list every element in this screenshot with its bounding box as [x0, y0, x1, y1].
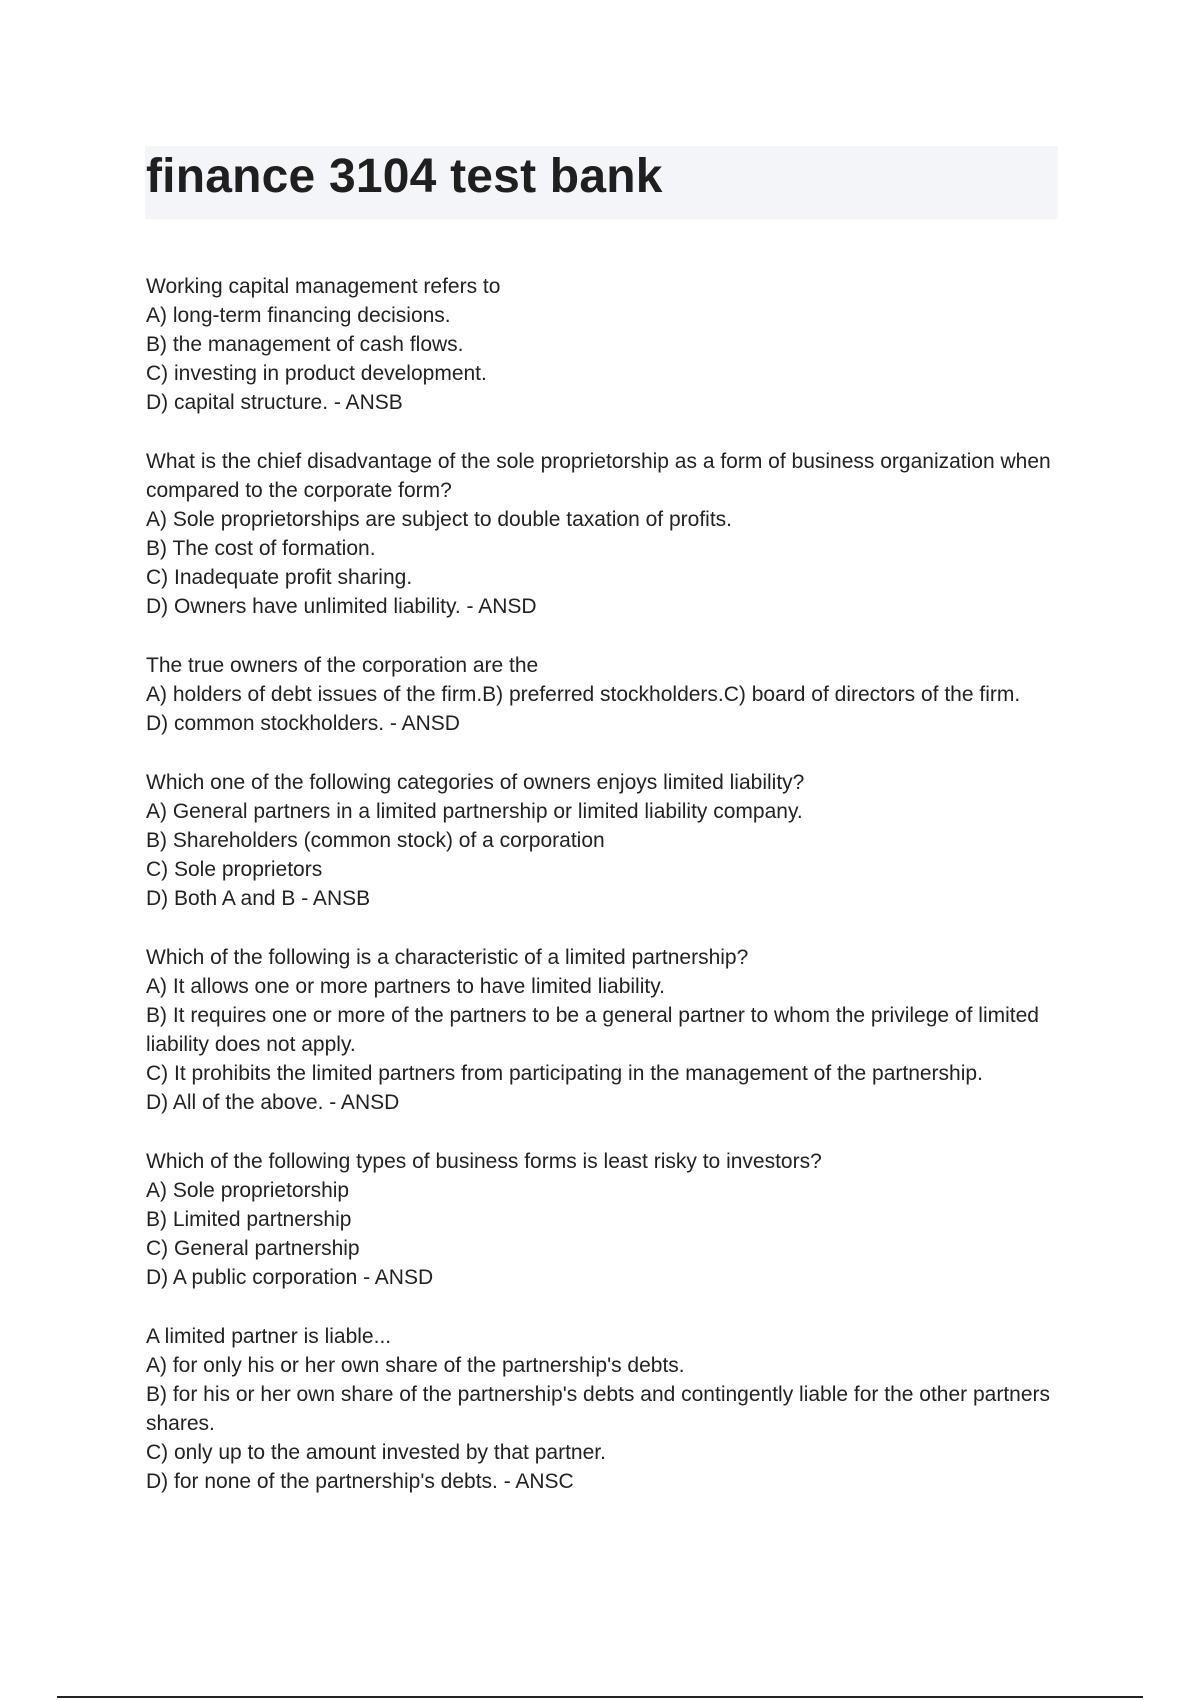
question-block [146, 272, 1066, 417]
question-text: Working capital management refers to [146, 275, 501, 298]
answer-option: A) General partners in a limited partnership or limited liability company. [146, 800, 803, 823]
question-text: The true owners of the corporation are the [146, 654, 539, 677]
answer-option-with-key: D) capital structure. - ANSB [146, 391, 403, 414]
question-block [146, 447, 1066, 621]
question-text: A limited partner is liable... [146, 1325, 392, 1348]
answer-option: C) Inadequate profit sharing. [146, 566, 413, 589]
answer-option-with-key: D) for none of the partnership's debts. - ANSC [146, 1470, 574, 1493]
answer-option-with-key: D) A public corporation - ANSD [146, 1266, 434, 1289]
question-list [146, 272, 1066, 1526]
answer-option: B) The cost of formation. [146, 537, 376, 560]
answer-option: A) holders of debt issues of the firm.B) preferred stockholders.C) board of directors of the firm. [146, 683, 1021, 706]
question-block [146, 651, 1066, 738]
answer-option: B) Limited partnership [146, 1208, 352, 1231]
answer-option-with-key: D) Owners have unlimited liability. - ANSD [146, 595, 537, 618]
question-text: Which of the following is a characteristic of a limited partnership? [146, 946, 749, 969]
answer-option-with-key: D) Both A and B - ANSB [146, 887, 371, 910]
question-text: Which one of the following categories of owners enjoys limited liability? [146, 771, 805, 794]
question-text: What is the chief disadvantage of the sole proprietorship as a form of business organization when compared to the corporate form? [146, 450, 1051, 502]
answer-option: A) It allows one or more partners to have limited liability. [146, 975, 665, 998]
answer-option: A) Sole proprietorship [146, 1179, 350, 1202]
answer-option: C) investing in product development. [146, 362, 487, 385]
answer-option: B) the management of cash flows. [146, 333, 464, 356]
answer-option: A) for only his or her own share of the partnership's debts. [146, 1354, 685, 1377]
answer-option: C) General partnership [146, 1237, 360, 1260]
answer-option: B) Shareholders (common stock) of a corporation [146, 829, 605, 852]
answer-option: C) It prohibits the limited partners from participating in the management of the partnership. [146, 1062, 983, 1085]
question-text: Which of the following types of business forms is least risky to investors? [146, 1150, 822, 1173]
question-block [146, 1147, 1066, 1292]
answer-option: C) only up to the amount invested by that partner. [146, 1441, 606, 1464]
answer-option-with-key: D) common stockholders. - ANSD [146, 712, 460, 735]
answer-option: A) long-term financing decisions. [146, 304, 451, 327]
answer-option: A) Sole proprietorships are subject to double taxation of profits. [146, 508, 732, 531]
answer-option-with-key: D) All of the above. - ANSD [146, 1091, 400, 1114]
question-block [146, 768, 1066, 913]
answer-option: C) Sole proprietors [146, 858, 323, 881]
question-block [146, 1322, 1066, 1496]
page-title: finance 3104 test bank [146, 150, 663, 203]
answer-option: B) It requires one or more of the partners to be a general partner to whom the privilege of limited liability does not apply. [146, 1004, 1039, 1056]
question-block [146, 943, 1066, 1117]
answer-option: B) for his or her own share of the partnership's debts and contingently liable for the other partners shares. [146, 1383, 1051, 1435]
footer-divider [57, 1696, 1143, 1698]
